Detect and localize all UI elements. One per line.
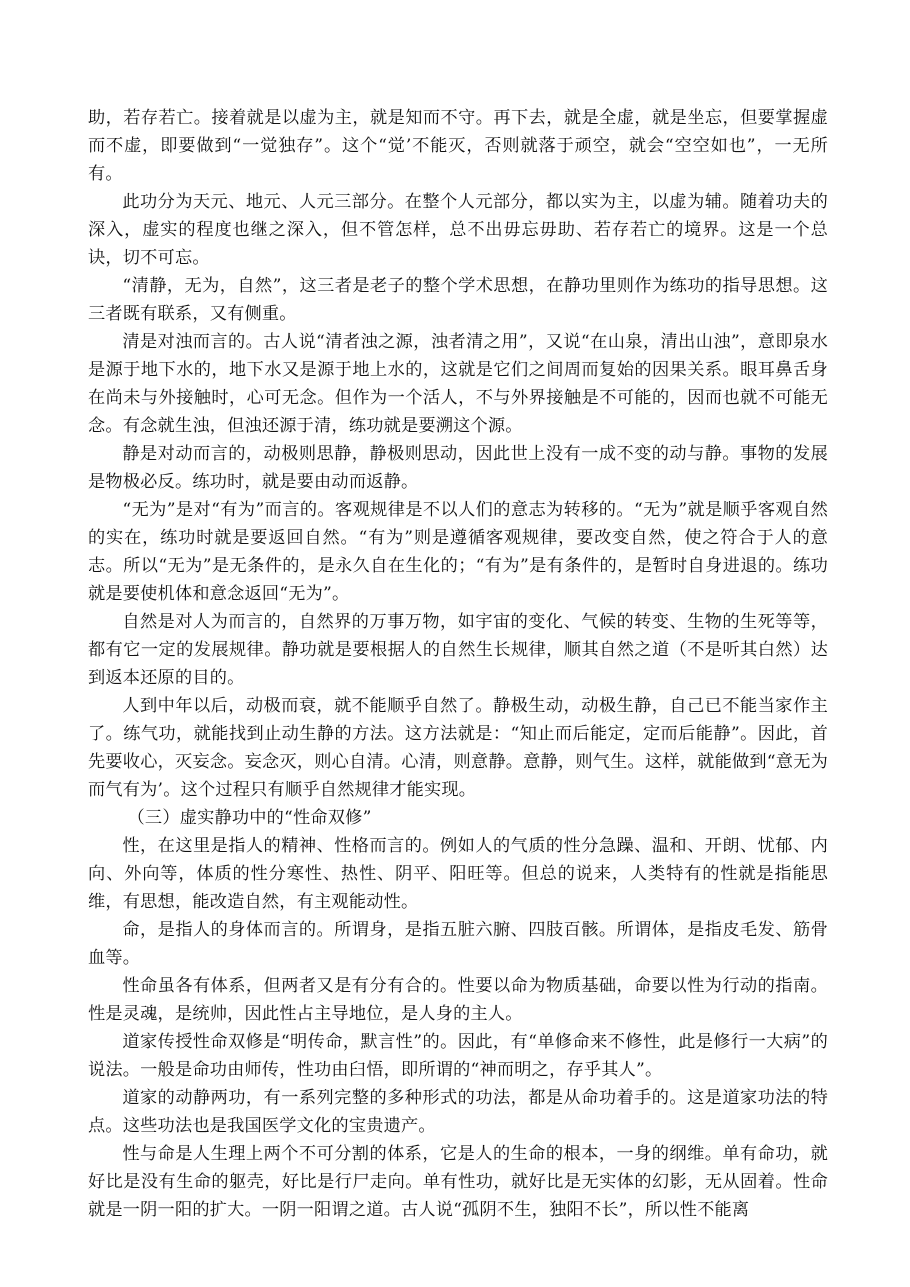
paragraph-7: 自然是对人为而言的，自然界的万事万物，如宇宙的变化、气候的转变、生物的生死等等，都有它一定的发展规律。静功就是要根据人的自然生长规律，顺其自然之道（不是听其白然）达到返本还原的目的。 (88, 612, 828, 688)
paragraph-15: 性与命是人生理上两个不可分割的体系，它是人的生命的根本，一身的纲维。单有命功，就好比是没有生命的躯壳，好比是行尸走向。单有性功，就好比是无实体的幻影，无从固着。性命就是一阴一阳的扩大。一阴一阳谓之道。古人说“孤阴不生，独阳不长”，所以性不能离 (88, 1144, 828, 1220)
document-page (88, 104, 828, 1224)
paragraph-14: 道家的动静两功，有一系列完整的多种形式的功法，都是从命功着手的。这是道家功法的特点。这些功法也是我国医学文化的宝贵遗产。 (88, 1088, 828, 1136)
paragraph-6: “无为”是对“有为”而言的。客观规律是不以人们的意志为转移的。“无为”就是顺乎客观自然的实在，练功时就是要返回自然。“有为”则是遵循客观规律，要改变自然，使之符合于人的意志。所以“无为”是无条件的，是永久自在生化的；“有为”是有条件的，是暂时自身进退的。练功就是要使机体和意念返回“无为”。 (88, 500, 828, 604)
paragraph-12: 性命虽各有体系，但两者又是有分有合的。性要以命为物质基础，命要以性为行动的指南。性是灵魂，是统帅，因此性占主导地位，是人身的主人。 (88, 976, 828, 1024)
section-heading: （三）虚实静功中的“性命双修” (127, 808, 372, 828)
paragraph-3: “清静，无为，自然”，这三者是老子的整个学术思想，在静功里则作为练功的指导思想。这三者既有联系，又有侧重。 (88, 276, 828, 324)
paragraph-8: 人到中年以后，动极而衰，就不能顺乎自然了。静极生动，动极生静，自己已不能当家作主了。练气功，就能找到止动生静的方法。这方法就是：“知止而后能定，定而后能静”。因此，首先要收心，灭妄念。妄念灭，则心自清。心清，则意静。意静，则气生。这样，就能做到“意无为而气有为’。这个过程只有顺乎自然规律才能实现。 (88, 696, 828, 800)
paragraph-5: 静是对动而言的，动极则思静，静极则思动，因此世上没有一成不变的动与静。事物的发展是物极必反。练功时，就是要由动而返静。 (88, 444, 828, 492)
paragraph-1: 助，若存若亡。接着就是以虚为主，就是知而不守。再下去，就是全虚，就是坐忘，但要掌握虚而不虚，即要做到“一觉独存”。这个“觉’不能灭，否则就落于顽空，就会“空空如也”，一无所有。 (88, 108, 828, 184)
paragraph-2: 此功分为天元、地元、人元三部分。在整个人元部分，都以实为主，以虚为辅。随着功夫的深入，虚实的程度也继之深入，但不管怎样，总不出毋忘毋助、若存若亡的境界。这是一个总诀，切不可忘。 (88, 192, 828, 268)
paragraph-4: 清是对浊而言的。古人说“清者浊之源，浊者清之用”，又说“在山泉，清出山浊”，意即泉水是源于地下水的，地下水又是源于地上水的，这就是它们之间周而复始的因果关系。眼耳鼻舌身在尚未与外接触时，心可无念。但作为一个活人，不与外界接触是不可能的，因而也就不可能无念。有念就生浊，但浊还源于清，练功就是要溯这个源。 (88, 332, 828, 436)
paragraph-13: 道家传授性命双修是“明传命，默言性”的。因此，有“单修命来不修性，此是修行一大病”的说法。一般是命功由师传，性功由臼悟，即所谓的“神而明之，存乎其人”。 (88, 1032, 828, 1080)
paragraph-11: 命，是指人的身体而言的。所谓身，是指五脏六腑、四肢百骸。所谓体，是指皮毛发、筋骨血等。 (88, 920, 828, 968)
paragraph-10: 性，在这里是指人的精神、性格而言的。例如人的气质的性分急躁、温和、开朗、忧郁、内向、外向等，体质的性分寒性、热性、阴平、阳旺等。但总的说来，人类特有的性就是指能思维，有思想，能改造自然，有主观能动性。 (88, 836, 828, 912)
